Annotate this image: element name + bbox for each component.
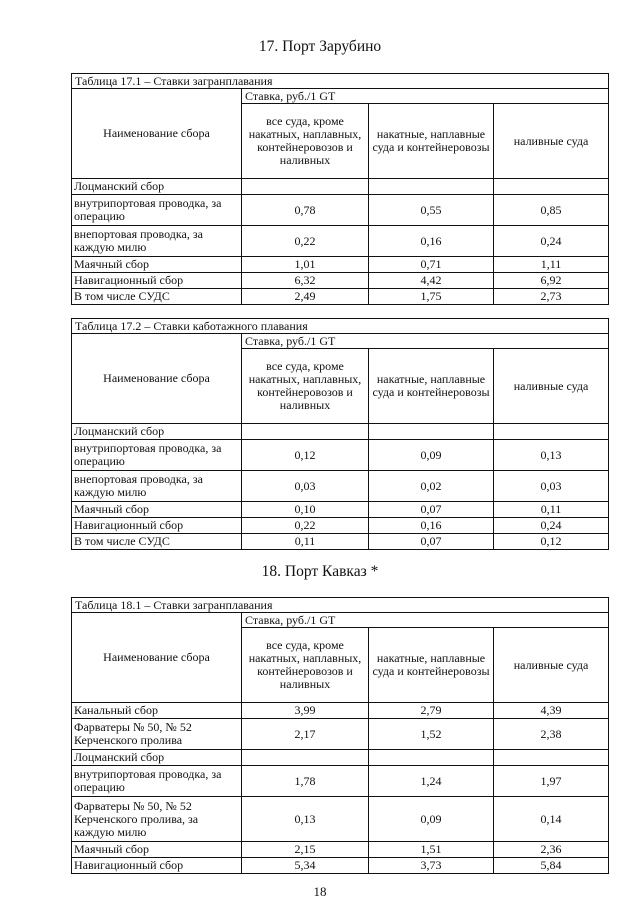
row-name: Маячный сбор [72, 502, 242, 518]
cell-value: 2,36 [494, 842, 609, 858]
table-row [72, 703, 609, 719]
cell-value: 1,51 [369, 842, 494, 858]
table-row [72, 471, 609, 502]
cell-value: 1,11 [494, 257, 609, 273]
cell-value [369, 750, 494, 766]
cell-value: 0,13 [242, 797, 369, 842]
table-row [72, 858, 609, 874]
cell-value: 0,10 [242, 502, 369, 518]
table-row [72, 750, 609, 766]
column-header-tankers: наливные суда [494, 104, 609, 179]
cell-value: 3,73 [369, 858, 494, 874]
cell-value: 0,07 [369, 534, 494, 550]
column-header-roro-containers: накатные, наплавные суда и контейнеровозы [369, 104, 494, 179]
cell-value [369, 179, 494, 195]
cell-value: 0,13 [494, 440, 609, 471]
table-caption: Таблица 18.1 – Ставки загранплавания [72, 598, 609, 613]
cell-value: 0,22 [242, 226, 369, 257]
row-name: Лоцманский сбор [72, 750, 242, 766]
name-column-header: Наименование сбора [72, 613, 242, 703]
row-name: внепортовая проводка, за каждую милю [72, 226, 242, 257]
table-17-1 [71, 73, 609, 305]
cell-value: 5,84 [494, 858, 609, 874]
cell-value: 2,38 [494, 719, 609, 750]
cell-value: 0,09 [369, 440, 494, 471]
cell-value: 1,01 [242, 257, 369, 273]
cell-value [494, 424, 609, 440]
cell-value: 0,12 [242, 440, 369, 471]
section-17-heading: 17. Порт Зарубино [258, 38, 382, 55]
cell-value [494, 750, 609, 766]
cell-value: 0,78 [242, 195, 369, 226]
cell-value: 0,11 [494, 502, 609, 518]
table-row [72, 273, 609, 289]
table-row [72, 502, 609, 518]
cell-value: 0,16 [369, 226, 494, 257]
cell-value: 0,85 [494, 195, 609, 226]
column-header-tankers: наливные суда [494, 349, 609, 424]
cell-value: 1,97 [494, 766, 609, 797]
table-row [72, 534, 609, 550]
cell-value: 0,71 [369, 257, 494, 273]
section-18-heading: 18. Порт Кавказ * [261, 563, 379, 580]
row-name: Фарватеры № 50, № 52 Керченского пролива, за каждую милю [72, 797, 242, 842]
cell-value: 2,17 [242, 719, 369, 750]
table-18-1 [71, 597, 609, 874]
table-row [72, 257, 609, 273]
cell-value [242, 750, 369, 766]
rate-header: Ставка, руб./1 GT [242, 334, 609, 349]
table-row [72, 842, 609, 858]
cell-value: 0,24 [494, 518, 609, 534]
table-row [72, 518, 609, 534]
cell-value: 0,16 [369, 518, 494, 534]
cell-value: 4,39 [494, 703, 609, 719]
table-row [72, 179, 609, 195]
row-name: внутрипортовая проводка, за операцию [72, 440, 242, 471]
column-header-all-vessels: все суда, кроме накатных, наплавных, контейнеровозов и наливных [242, 349, 369, 424]
cell-value: 0,09 [369, 797, 494, 842]
column-header-all-vessels: все суда, кроме накатных, наплавных, контейнеровозов и наливных [242, 104, 369, 179]
cell-value: 5,34 [242, 858, 369, 874]
cell-value: 1,52 [369, 719, 494, 750]
cell-value: 0,03 [494, 471, 609, 502]
cell-value: 6,92 [494, 273, 609, 289]
cell-value: 0,55 [369, 195, 494, 226]
table-row [72, 766, 609, 797]
row-name: Маячный сбор [72, 842, 242, 858]
page-number: 18 [313, 884, 327, 899]
cell-value: 1,24 [369, 766, 494, 797]
table-17-2 [71, 318, 609, 550]
table-row [72, 440, 609, 471]
cell-value: 0,07 [369, 502, 494, 518]
cell-value [369, 424, 494, 440]
row-name: Навигационный сбор [72, 273, 242, 289]
cell-value: 2,73 [494, 289, 609, 305]
rate-header: Ставка, руб./1 GT [242, 89, 609, 104]
table-row [72, 797, 609, 842]
table-row [72, 226, 609, 257]
table-row [72, 195, 609, 226]
cell-value: 0,11 [242, 534, 369, 550]
cell-value: 0,02 [369, 471, 494, 502]
row-name: Маячный сбор [72, 257, 242, 273]
name-column-header: Наименование сбора [72, 89, 242, 179]
cell-value: 0,24 [494, 226, 609, 257]
row-name: В том числе СУДС [72, 534, 242, 550]
cell-value: 0,03 [242, 471, 369, 502]
row-name: Навигационный сбор [72, 518, 242, 534]
cell-value: 4,42 [369, 273, 494, 289]
cell-value [494, 179, 609, 195]
cell-value: 0,22 [242, 518, 369, 534]
cell-value: 2,79 [369, 703, 494, 719]
row-name: внепортовая проводка, за каждую милю [72, 471, 242, 502]
cell-value: 2,15 [242, 842, 369, 858]
table-row [72, 289, 609, 305]
row-name: внутрипортовая проводка, за операцию [72, 766, 242, 797]
cell-value: 2,49 [242, 289, 369, 305]
cell-value: 3,99 [242, 703, 369, 719]
cell-value: 1,78 [242, 766, 369, 797]
table-caption: Таблица 17.2 – Ставки каботажного плавания [72, 319, 609, 334]
row-name: Лоцманский сбор [72, 179, 242, 195]
name-column-header: Наименование сбора [72, 334, 242, 424]
row-name: Лоцманский сбор [72, 424, 242, 440]
row-name: Канальный сбор [72, 703, 242, 719]
column-header-roro-containers: накатные, наплавные суда и контейнеровозы [369, 628, 494, 703]
cell-value [242, 424, 369, 440]
cell-value: 0,14 [494, 797, 609, 842]
column-header-all-vessels: все суда, кроме накатных, наплавных, контейнеровозов и наливных [242, 628, 369, 703]
cell-value: 1,75 [369, 289, 494, 305]
cell-value: 0,12 [494, 534, 609, 550]
column-header-roro-containers: накатные, наплавные суда и контейнеровозы [369, 349, 494, 424]
row-name: Навигационный сбор [72, 858, 242, 874]
table-row [72, 719, 609, 750]
column-header-tankers: наливные суда [494, 628, 609, 703]
cell-value: 6,32 [242, 273, 369, 289]
cell-value [242, 179, 369, 195]
rate-header: Ставка, руб./1 GT [242, 613, 609, 628]
table-caption: Таблица 17.1 – Ставки загранплавания [72, 74, 609, 89]
row-name: Фарватеры № 50, № 52 Керченского пролива [72, 719, 242, 750]
row-name: внутрипортовая проводка, за операцию [72, 195, 242, 226]
row-name: В том числе СУДС [72, 289, 242, 305]
table-row [72, 424, 609, 440]
